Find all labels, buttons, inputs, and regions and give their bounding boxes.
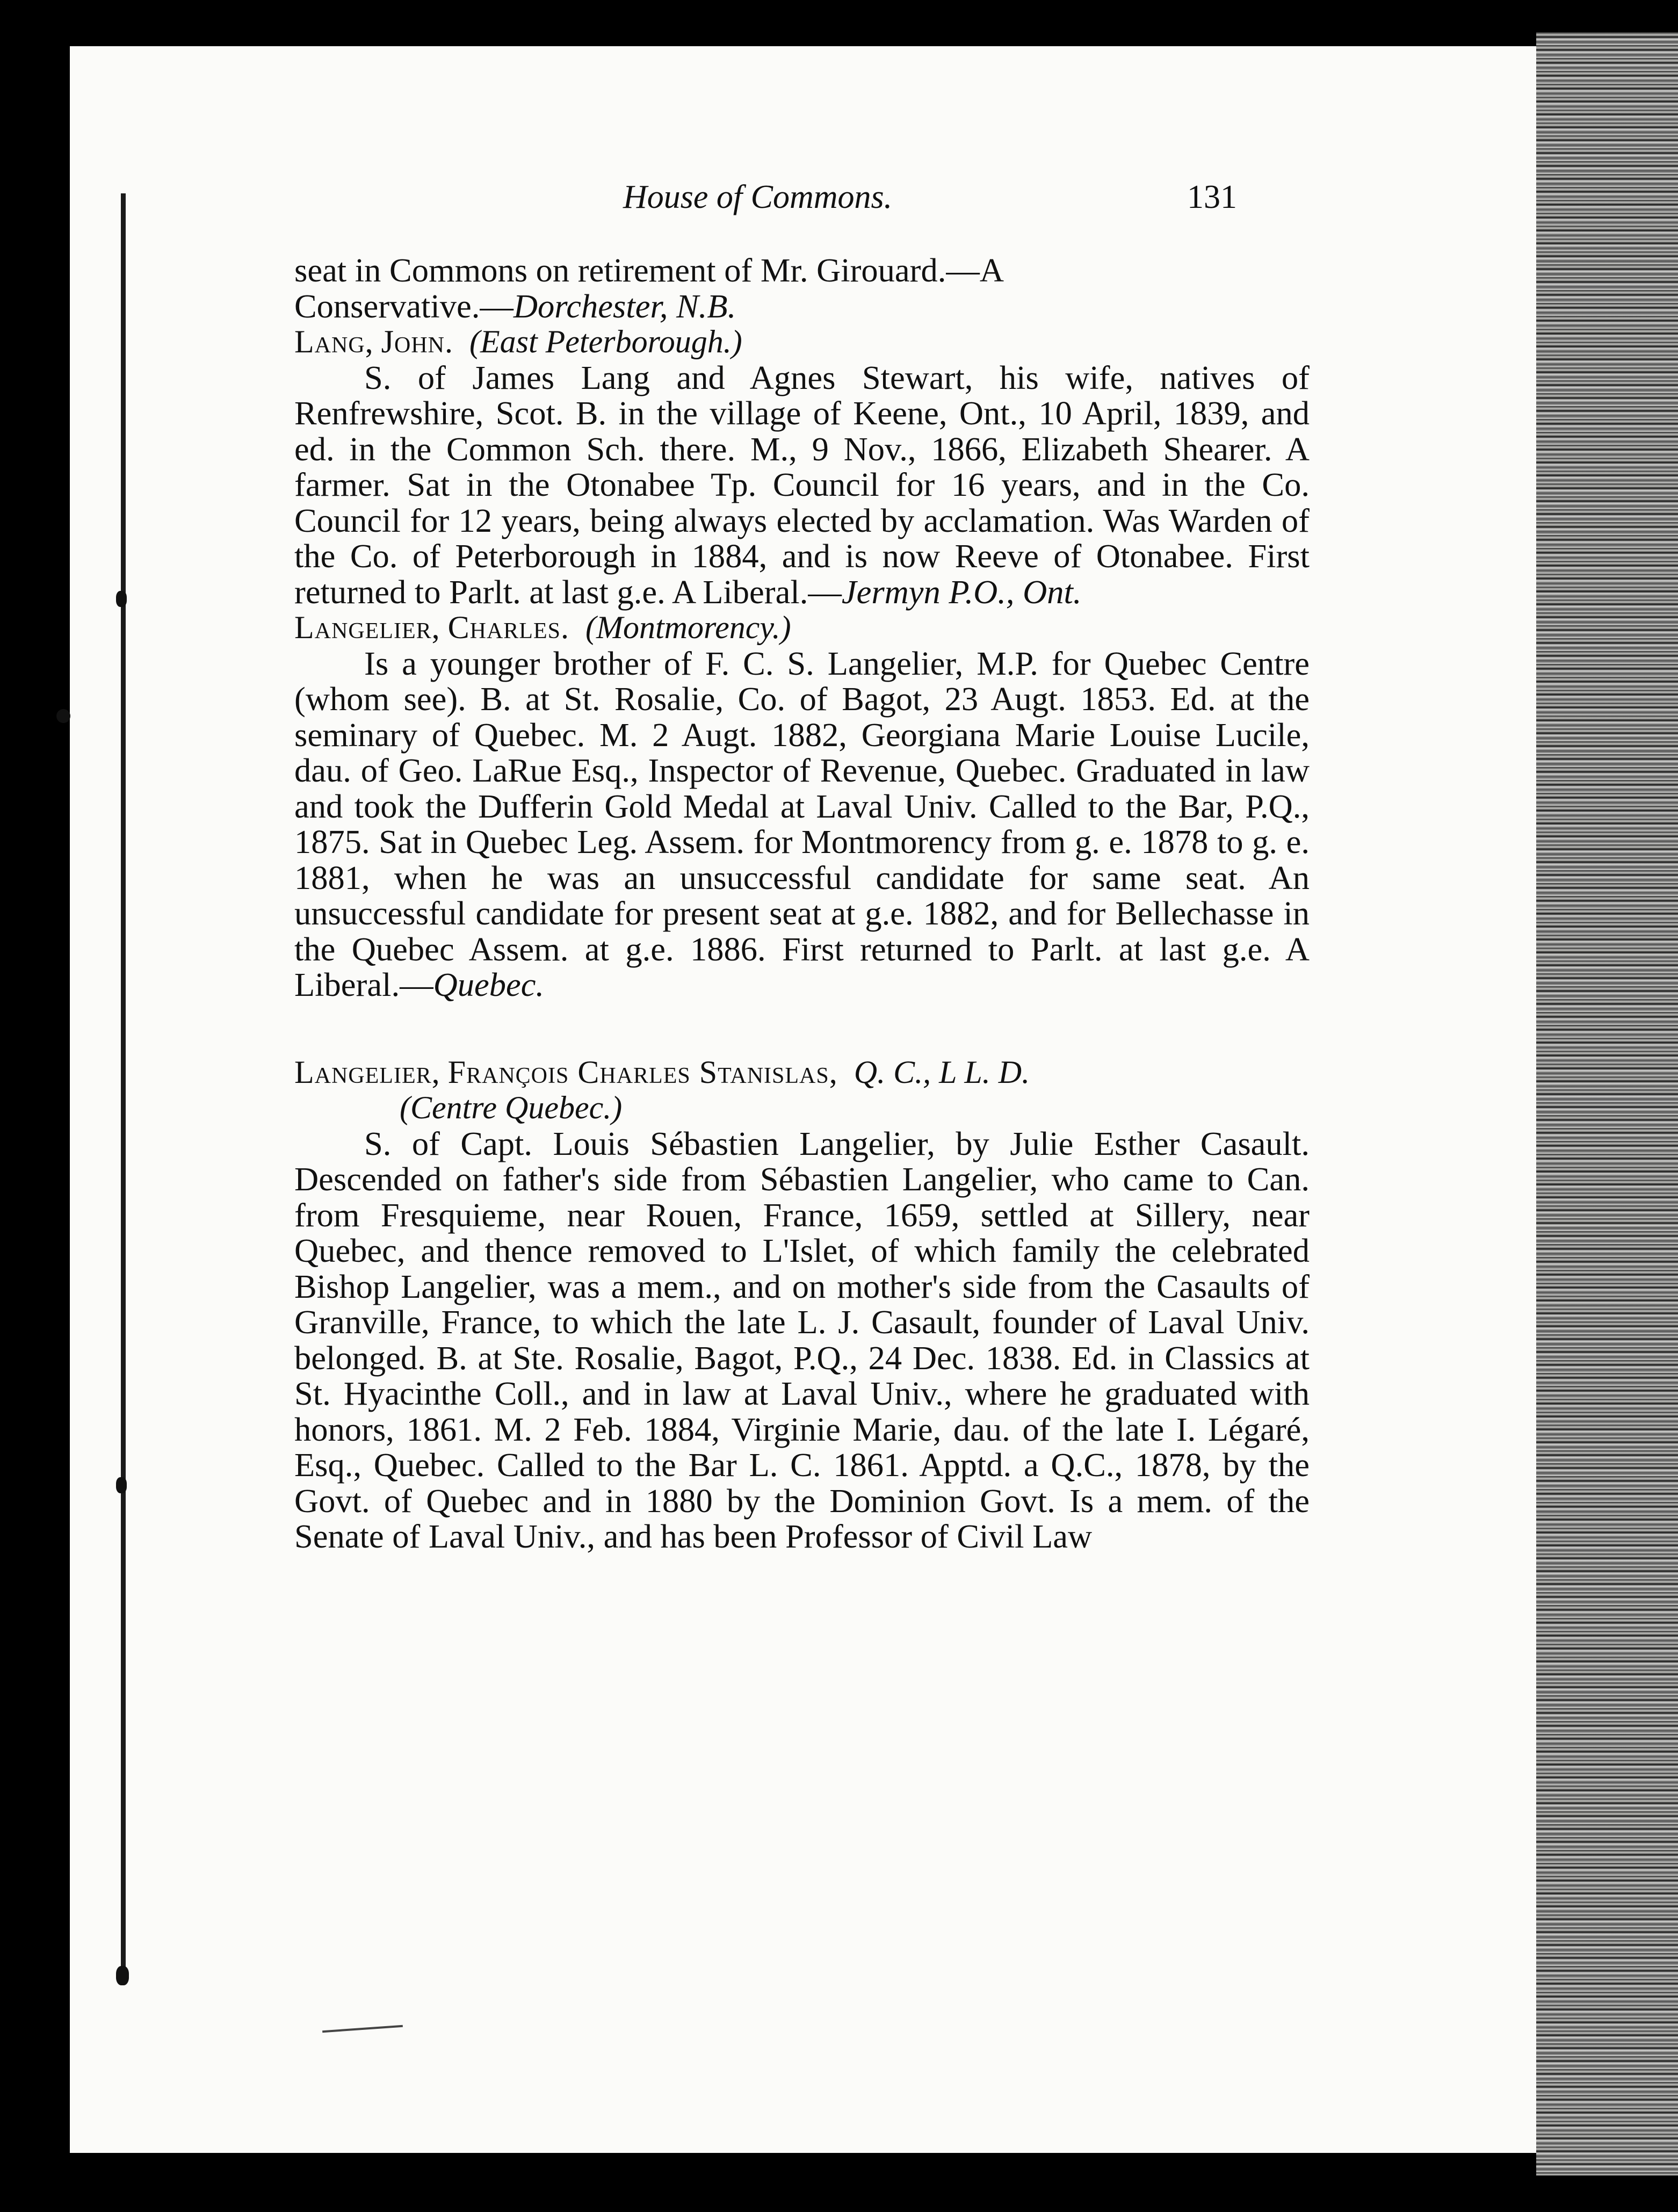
entry-constituency: (Montmorency.) [585,610,791,645]
entry-body-text: S. of James Lang and Agnes Stewart, his wife, natives of Renfrewshire, Scot. B. in the village of Keene, Ont., 10 April, 1839, and ed. in the Common Sch. there. M., 9 Nov., 1866, Elizabeth Shearer. A farmer. Sat in the Otonabee Tp. Council for 16 years, and in the Co. Council for 12 years, being always elected by acclamation. Was Warden of the Co. of Peterborough in 1884, and is now Reeve of Otonabee. First returned to Parlt. at last g.e. A Liberal.— [294,358,1310,611]
entry-constituency: (Centre Quebec.) [400,1090,623,1125]
entry-surname: Langelier [294,610,432,645]
entry-given-name: John. [381,324,453,359]
continuation-text: Conservative.— [294,287,513,325]
left-margin-rule [121,193,126,1982]
entry-heading-sub [294,1090,1310,1126]
margin-dot [56,709,70,723]
continuation-place: Dorchester, N.B. [513,287,736,325]
page-text [294,252,1310,1555]
margin-dot [116,591,127,607]
entry-address: Quebec. [433,966,545,1003]
entry-body [294,1126,1310,1555]
book-binding-edge [1536,32,1678,2175]
entry-constituency: (East Peterborough.) [469,324,742,359]
entry-surname: Langelier [294,1054,432,1090]
entry-honours: Q. C., L L. D. [854,1054,1030,1090]
entry-heading: Langelier, Charles. (Montmorency.) [294,610,791,645]
entry-body [294,360,1310,610]
entry-given-name: François Charles Stanislas, [447,1054,838,1090]
entry-body-text: S. of Capt. Louis Sébastien Langelier, by Julie Esther Casault. Descended on father's side from Sébastien Langelier, who came to Can. from Fresquieme, near Rouen, France, 1659, settled at Sillery, near Quebec, and thence removed to L'Islet, of which family the celebrated Bishop Langelier, was a mem., and on mother's side from the Casaults of Granville, France, to which the late L. J. Casault, founder of Laval Univ. belonged. B. at Ste. Rosalie, Bagot, P.Q., 24 Dec. 1838. Ed. in Classics at St. Hyacinthe Coll., and in law at Laval Univ., where he graduated with honors, 1861. M. 2 Feb. 1884, Virginie Marie, dau. of the late I. Légaré, Esq., Quebec. Called to the Bar L. C. 1861. Apptd. a Q.C., 1878, by the Govt. of Quebec and in 1880 by the Dominion Govt. Is a mem. of the Senate of Laval Univ., and has been Professor of Civil Law [294,1124,1310,1555]
page-number: 131 [1187,179,1237,215]
margin-dot [116,1477,127,1493]
margin-dot [116,1966,129,1985]
entry-surname: Lang [294,324,365,359]
entry-address: Jermyn P.O., Ont. [841,573,1082,611]
continuation-line: seat in Commons on retirement of Mr. Girouard.—A [294,251,1004,289]
running-title: House of Commons. [623,179,893,215]
entry-heading: Lang, John. (East Peterborough.) [294,324,742,359]
entry-heading: Langelier, François Charles Stanislas, Q. C., L L. D. [294,1054,1030,1090]
continuation-line [294,288,1310,324]
entry-body [294,646,1310,1003]
entry-body-text: Is a younger brother of F. C. S. Langelier, M.P. for Quebec Centre (whom see). B. at St. Rosalie, Co. of Bagot, 23 Augt. 1853. Ed. at the seminary of Quebec. M. 2 Augt. 1882, Georgiana Marie Louise Lucile, dau. of Geo. LaRue Esq., Inspector of Revenue, Quebec. Graduated in law and took the Dufferin Gold Medal at Laval Univ. Called to the Bar, P.Q., 1875. Sat in Quebec Leg. Assem. for Montmorency from g. e. 1878 to g. e. 1881, when he was an unsuccessful candidate for same seat. An unsuccessful candidate for present seat at g.e. 1882, and for Bellechasse in the Quebec Assem. at g.e. 1886. First returned to Parlt. at last g.e. A Liberal.— [294,644,1310,1003]
entry-given-name: Charles. [447,610,569,645]
